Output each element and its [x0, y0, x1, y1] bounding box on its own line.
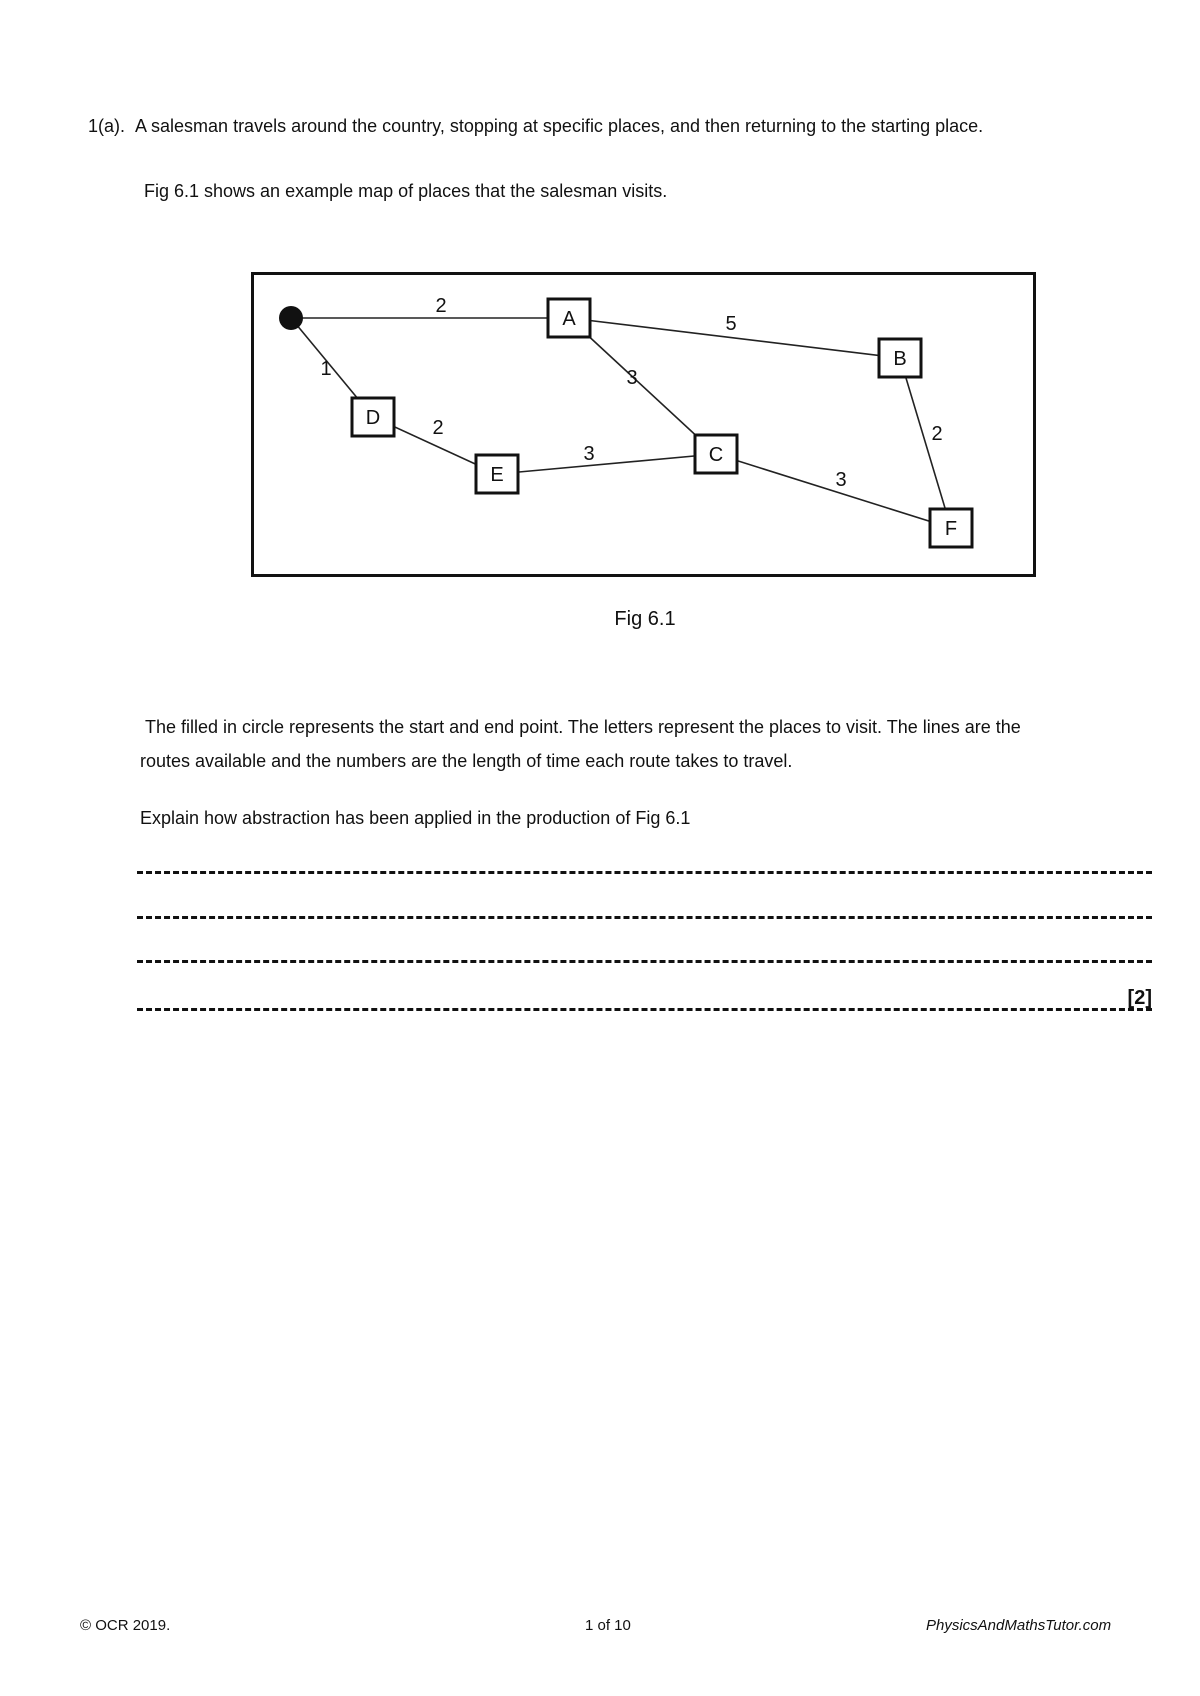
place-label-A: A	[562, 308, 576, 330]
place-node-F	[930, 509, 972, 547]
route-B-F	[900, 358, 951, 528]
start-end-point	[279, 306, 303, 330]
place-label-D: D	[365, 407, 381, 429]
explanation-line-1: The filled in circle represents the start and end point. The letters represent the places to visit. The lines are the	[145, 717, 1021, 737]
explanation-line-2: routes available and the numbers are the length of time each route takes to travel.	[140, 751, 793, 771]
figure-caption: Fig 6.1	[614, 608, 676, 630]
answer-line-4[interactable]	[137, 1008, 1152, 1011]
figure-explanation	[140, 710, 1140, 778]
answer-line-2[interactable]	[137, 916, 1152, 919]
route-C-F	[716, 454, 951, 528]
route-map-graph	[0, 0, 1200, 640]
place-label-F: F	[944, 518, 958, 540]
place-node-E	[476, 455, 518, 493]
route-E-C	[497, 454, 716, 474]
route-weight-start-D: 1	[320, 358, 332, 380]
figure-intro: Fig 6.1 shows an example map of places that the salesman visits.	[144, 181, 668, 201]
route-weight-A-B: 5	[725, 313, 737, 335]
question-text: A salesman travels around the country, stopping at specific places, and then returning to the starting place.	[135, 116, 984, 136]
marks-available: [2]	[1127, 987, 1152, 1009]
route-weight-start-A: 2	[435, 295, 447, 317]
place-label-B: B	[893, 348, 907, 370]
route-weight-A-C: 3	[626, 367, 638, 389]
route-weight-D-E: 2	[432, 417, 444, 439]
place-node-B	[879, 339, 921, 377]
place-node-D	[352, 398, 394, 436]
place-node-A	[548, 299, 590, 337]
answer-line-1[interactable]	[137, 871, 1152, 874]
place-node-C	[695, 435, 737, 473]
answer-line-3[interactable]	[137, 960, 1152, 963]
footer-site: PhysicsAndMathsTutor.com	[926, 1617, 1112, 1634]
footer-page-number: 1 of 10	[585, 1617, 631, 1634]
question-prompt: Explain how abstraction has been applied in the production of Fig 6.1	[140, 808, 691, 828]
route-weight-B-F: 2	[931, 423, 943, 445]
footer-copyright: © OCR 2019.	[80, 1617, 171, 1634]
place-label-C: C	[708, 444, 724, 466]
route-weight-E-C: 3	[583, 443, 595, 465]
place-label-E: E	[490, 464, 504, 486]
route-weight-C-F: 3	[835, 469, 847, 491]
question-number: 1(a).	[88, 116, 126, 136]
